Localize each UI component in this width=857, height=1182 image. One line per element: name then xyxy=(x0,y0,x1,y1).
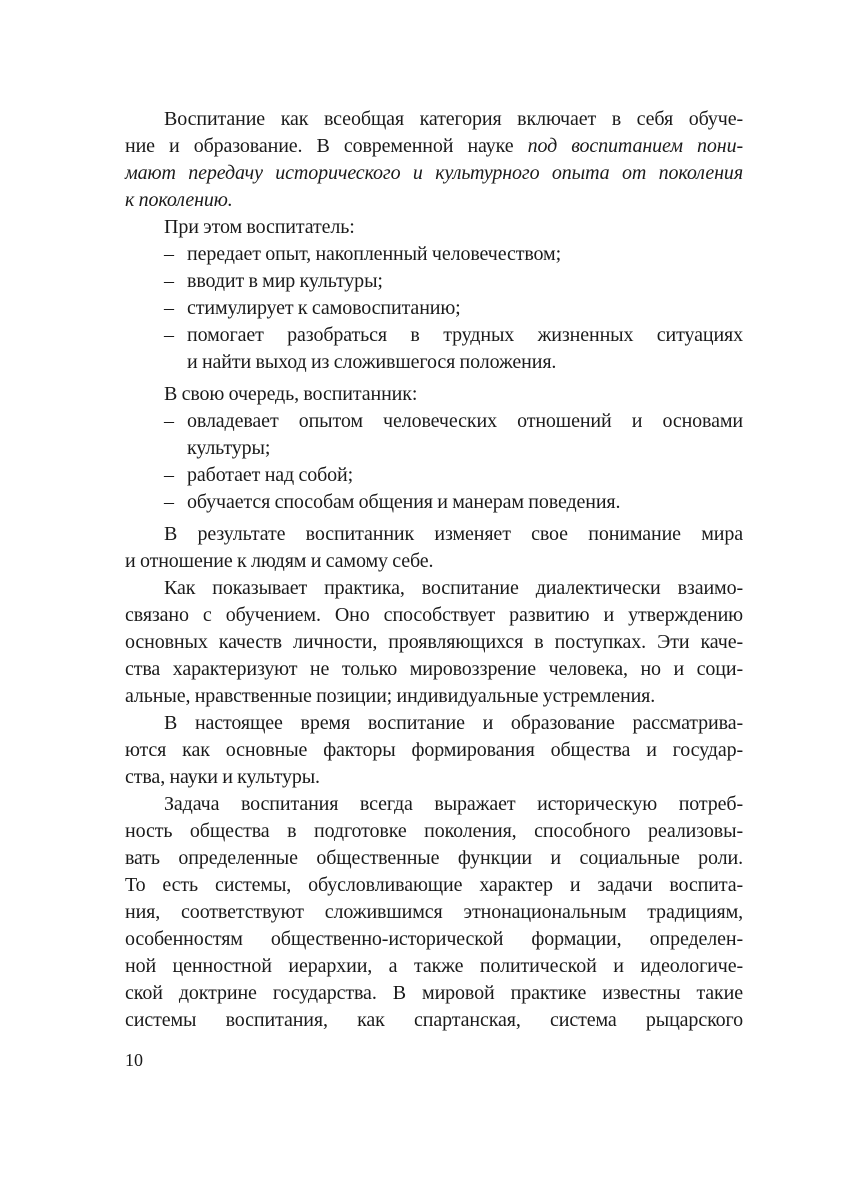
text-line: ства характеризуют не только мировоззрение человека, но и соци- xyxy=(125,658,743,680)
italic-fragment: под воспитанием пони- xyxy=(527,135,743,157)
dash-marker: – xyxy=(164,297,174,319)
text-line: Задача воспитания всегда выражает историческую потреб- xyxy=(164,793,743,815)
list-item-text: помогает разобраться в трудных жизненных ситуациях xyxy=(187,324,743,346)
list-item xyxy=(125,408,743,435)
list-intro: В свою очередь, воспитанник: xyxy=(164,383,418,405)
list-item xyxy=(125,462,743,489)
dash-marker: – xyxy=(164,324,174,346)
list-item-text: работает над собой; xyxy=(187,464,354,486)
text-line: основных качеств личности, проявляющихся в поступках. Эти каче- xyxy=(125,631,743,653)
text-line: ния, соответствуют сложившимся этнонациональным традициям, xyxy=(125,901,743,923)
page-body xyxy=(125,106,743,1034)
text-line: системы воспитания, как спартанская, система рыцарского xyxy=(125,1009,743,1031)
text-line: и отношение к людям и самому себе. xyxy=(125,550,434,572)
paragraph-practice xyxy=(125,575,743,710)
dash-marker: – xyxy=(164,491,174,513)
text-line: особенностям общественно-исторической формации, определен- xyxy=(125,928,743,950)
dash-marker: – xyxy=(164,270,174,292)
paragraph-definition xyxy=(125,106,743,214)
text-line: Как показывает практика, воспитание диалектически взаимо- xyxy=(164,577,743,599)
text-line: В настоящее время воспитание и образование рассматрива- xyxy=(164,712,743,734)
paragraph-present-time xyxy=(125,710,743,791)
dash-marker: – xyxy=(164,243,174,265)
list-item-text: обучается способам общения и манерам поведения. xyxy=(187,491,621,513)
text-line xyxy=(125,133,743,160)
list-item xyxy=(125,489,743,516)
text-fragment: ние и образование. В современной науке xyxy=(125,135,528,157)
text-line: Воспитание как всеобщая категория включает в себя обуче- xyxy=(164,108,743,130)
dash-marker: – xyxy=(164,410,174,432)
text-line: альные, нравственные позиции; индивидуальные устремления. xyxy=(125,685,656,707)
text-line: В результате воспитанник изменяет свое понимание мира xyxy=(164,523,743,545)
list-intro: При этом воспитатель: xyxy=(164,216,355,238)
text-line: вать определенные общественные функции и социальные роли. xyxy=(125,847,743,869)
list-item-continuation: культуры; xyxy=(187,437,271,459)
list-item xyxy=(125,268,743,295)
list-item-continuation: и найти выход из сложившегося положения. xyxy=(187,351,557,373)
paragraph-task xyxy=(125,791,743,1034)
text-line: То есть системы, обусловливающие характер и задачи воспита- xyxy=(125,874,743,896)
paragraph-result xyxy=(125,521,743,575)
list-educator xyxy=(125,214,743,376)
list-item-text: передает опыт, накопленный человечеством; xyxy=(187,243,562,265)
italic-fragment: к поколению. xyxy=(125,189,233,211)
page-number: 10 xyxy=(125,1050,143,1070)
list-item-text: овладевает опытом человеческих отношений и основами xyxy=(187,410,743,432)
dash-marker: – xyxy=(164,464,174,486)
text-line xyxy=(125,187,743,214)
text-line: ной ценностной иерархии, а также политической и идеологиче- xyxy=(125,955,743,977)
list-pupil xyxy=(125,381,743,516)
list-item xyxy=(125,241,743,268)
list-item xyxy=(125,322,743,349)
list-item xyxy=(125,295,743,322)
text-line: ность общества в подготовке поколения, способного реализовы- xyxy=(125,820,743,842)
text-line xyxy=(125,160,743,187)
text-line: связано с обучением. Оно способствует развитию и утверждению xyxy=(125,604,743,626)
italic-fragment: мают передачу исторического и культурного опыта от поколения xyxy=(125,162,743,184)
text-line: ства, науки и культуры. xyxy=(125,766,320,788)
text-line: ются как основные факторы формирования общества и государ- xyxy=(125,739,743,761)
text-line: ской доктрине государства. В мировой практике известны такие xyxy=(125,982,743,1004)
list-item-text: стимулирует к самовоспитанию; xyxy=(187,297,461,319)
list-item-text: вводит в мир культуры; xyxy=(187,270,383,292)
